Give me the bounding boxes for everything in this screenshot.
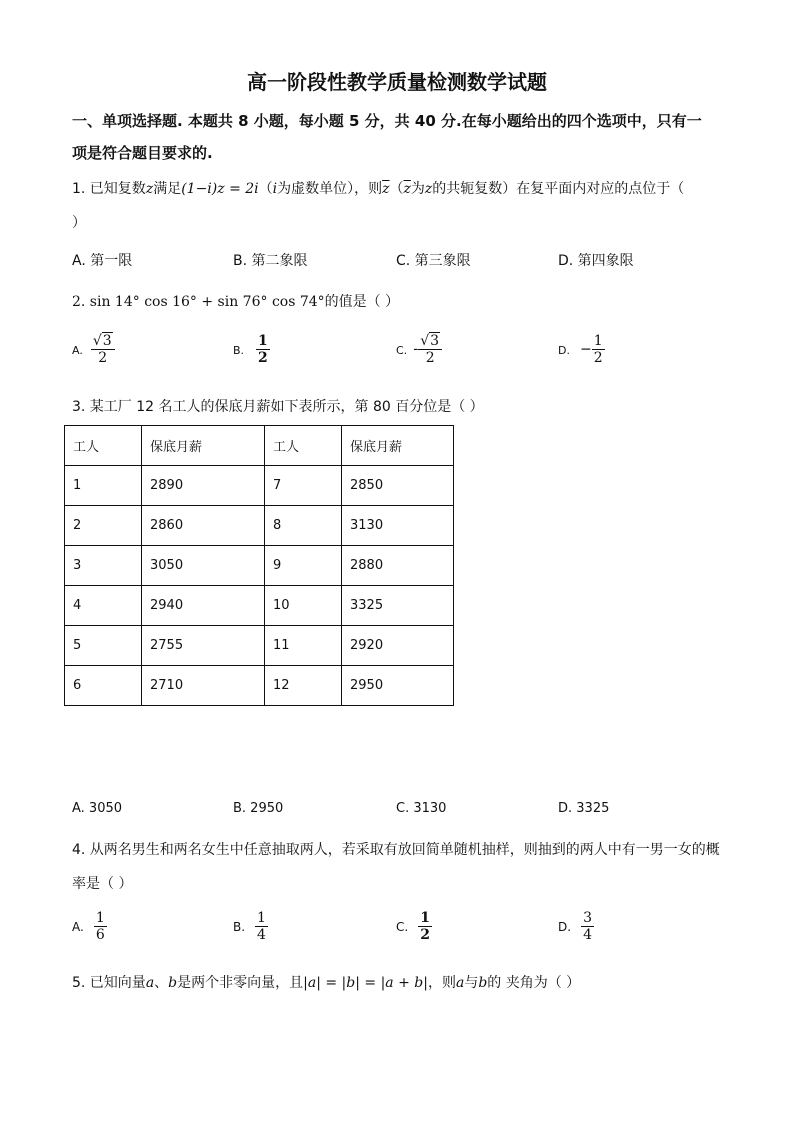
table-cell: 7 (265, 466, 342, 506)
q4-option-c-fraction (418, 910, 432, 943)
q4-option-c[interactable] (396, 910, 432, 943)
table-cell: 4 (65, 586, 142, 626)
q4-option-a-fraction (94, 910, 107, 943)
salary-table (64, 425, 454, 706)
q5-text-4: 与 (464, 975, 479, 991)
q4-option-a-label: A. (72, 919, 84, 934)
table-row (65, 626, 454, 666)
q2-option-b-label: B. (233, 343, 245, 357)
q2-option-c-sign: - (413, 341, 419, 358)
q3-option-b[interactable]: B. 2950 (233, 801, 284, 816)
table-cell: 2710 (142, 666, 265, 706)
q1-z: z (145, 181, 154, 197)
q2-option-c-fraction: $\frac{√3}{2}$ (418, 333, 442, 366)
table-cell: 2940 (142, 586, 265, 626)
q1-zbar: $\overline{z}$ (382, 181, 390, 197)
q2-expression: 2. sin 14° cos 16° + sin 76° cos 74° (72, 294, 325, 310)
q2-stem-tail: 的值是（ ） (324, 294, 400, 310)
q2-option-a-fraction: $\frac{√3}{2}$ (91, 333, 115, 366)
table-cell: 3325 (342, 586, 454, 626)
question-1-stem-line2: ） (72, 215, 86, 231)
q5-vector-a: a (145, 975, 155, 991)
q1-z-2: z (424, 181, 433, 197)
q1-zbar-2: $\overline{z}$ (403, 181, 411, 197)
q2-option-a[interactable] (72, 333, 115, 366)
table-cell: 3130 (342, 506, 454, 546)
q1-option-b[interactable]: B. 第二象限 (233, 253, 308, 269)
q2-option-b-fraction (256, 333, 270, 366)
table-header-cell: 工人 (265, 426, 342, 466)
page-title: 高一阶段性教学质量检测数学试题 (247, 70, 547, 94)
q4-option-c-den: 2 (420, 927, 430, 944)
q1-option-c[interactable]: C. 第三象限 (396, 253, 471, 269)
q1-text-7: 的共轭复数）在复平面内对应的点位于（ (432, 181, 685, 197)
section-heading-line1: 一、单项选择题. 本题共 8 小题，每小题 5 分，共 40 分.在每小题给出的四个选项中，只有一 (72, 112, 702, 130)
table-cell: 2 (65, 506, 142, 546)
table-cell: 11 (265, 626, 342, 666)
q5-text-1: 5. 已知向量 (72, 975, 146, 991)
q4-option-a[interactable] (72, 910, 107, 943)
question-1-stem (72, 178, 684, 198)
q2-option-d-label: D. (558, 343, 570, 357)
table-header-cell: 工人 (65, 426, 142, 466)
q4-option-d-fraction (581, 910, 594, 943)
question-2-stem (72, 291, 399, 311)
table-cell: 2950 (342, 666, 454, 706)
question-4-stem-line2: 率是（ ） (72, 876, 133, 892)
q4-option-b-fraction (255, 910, 268, 943)
q2-option-a-den: 2 (98, 350, 108, 367)
q2-option-b-den: 2 (258, 350, 268, 367)
question-5-stem (72, 972, 580, 992)
q3-option-a[interactable]: A. 3050 (72, 801, 123, 816)
q5-vector-b: b (168, 975, 178, 991)
q4-option-d-label: D. (558, 919, 572, 934)
table-header-cell: 保底月薪 (142, 426, 265, 466)
table-cell: 1 (65, 466, 142, 506)
q4-option-d-den: 4 (583, 927, 592, 944)
q4-option-b-den: 4 (257, 927, 266, 944)
q5-separator: 、 (154, 975, 169, 991)
table-cell: 10 (265, 586, 342, 626)
q2-option-d-den: 2 (593, 350, 603, 367)
q4-option-a-num: 1 (95, 910, 105, 926)
table-row (65, 546, 454, 586)
table-cell: 2755 (142, 626, 265, 666)
question-4-stem: 4. 从两名男生和两名女生中任意抽取两人，若采取有放回简单随机抽样，则抽到的两人中有一男一女的概 (72, 842, 720, 858)
q2-option-c-num: 3 (430, 333, 440, 349)
table-cell: 2860 (142, 506, 265, 546)
q2-option-c-label: C. (396, 343, 408, 357)
table-cell: 2880 (342, 546, 454, 586)
q5-text-5: 的 夹角为（ ） (487, 975, 581, 991)
table-row (65, 666, 454, 706)
q3-option-c[interactable]: C. 3130 (396, 801, 447, 816)
q4-option-b-num: 1 (257, 910, 266, 926)
table-cell: 12 (265, 666, 342, 706)
q2-option-c[interactable] (396, 333, 442, 366)
table-row (65, 466, 454, 506)
q1-option-a[interactable]: A. 第一限 (72, 253, 133, 269)
question-3-stem: 3. 某工厂 12 名工人的保底月薪如下表所示，第 80 百分位是（ ） (72, 399, 484, 415)
table-cell: 2920 (342, 626, 454, 666)
section-heading-line2: 项是符合题目要求的. (72, 144, 213, 162)
table-cell: 9 (265, 546, 342, 586)
q2-option-b[interactable] (233, 333, 270, 366)
q1-option-d[interactable]: D. 第四象限 (558, 253, 634, 269)
q2-option-a-num: 3 (102, 333, 112, 349)
q5-equation: |a| = |b| = |a + b| (303, 975, 428, 991)
q4-option-c-label: C. (396, 919, 409, 934)
table-cell: 5 (65, 626, 142, 666)
q1-equation: (1−i)z = 2i (181, 181, 259, 197)
table-row (65, 506, 454, 546)
q1-text-4: 为虚数单位），则 (277, 181, 383, 197)
q2-option-a-label: A. (72, 343, 83, 357)
q4-option-c-num: 1 (420, 910, 430, 926)
q4-option-b-label: B. (233, 919, 246, 934)
q4-option-d[interactable] (558, 910, 594, 943)
q1-text-3: （ (258, 181, 273, 197)
q5-text-3: ，则 (427, 975, 456, 991)
table-cell: 6 (65, 666, 142, 706)
q2-option-d-fraction (592, 333, 605, 366)
q5-text-2: 是两个非零向量，且 (177, 975, 304, 991)
table-cell: 2890 (142, 466, 265, 506)
q5-vector-b-2: b (478, 975, 488, 991)
q3-option-d[interactable]: D. 3325 (558, 801, 610, 816)
q1-text-5: （ (389, 181, 404, 197)
q2-option-d-num: 1 (593, 333, 603, 349)
q2-option-d[interactable] (558, 333, 605, 366)
q2-option-d-sign: − (579, 341, 592, 358)
table-cell: 3 (65, 546, 142, 586)
q4-option-b[interactable] (233, 910, 268, 943)
q1-i: i (272, 181, 278, 197)
q2-option-b-num: 1 (258, 333, 268, 349)
table-header-cell: 保底月薪 (342, 426, 454, 466)
table-row (65, 586, 454, 626)
q1-text-6: 为 (410, 181, 425, 197)
table-header-row (65, 426, 454, 466)
table-cell: 2850 (342, 466, 454, 506)
q4-option-d-num: 3 (583, 910, 592, 926)
q1-text-2: 满足 (153, 181, 182, 197)
table-cell: 3050 (142, 546, 265, 586)
q4-option-a-den: 6 (95, 927, 105, 944)
table-cell: 8 (265, 506, 342, 546)
q2-option-c-den: 2 (425, 350, 435, 367)
q1-text-1: 1. 已知复数 (72, 181, 146, 197)
q5-vector-a-2: a (455, 975, 465, 991)
